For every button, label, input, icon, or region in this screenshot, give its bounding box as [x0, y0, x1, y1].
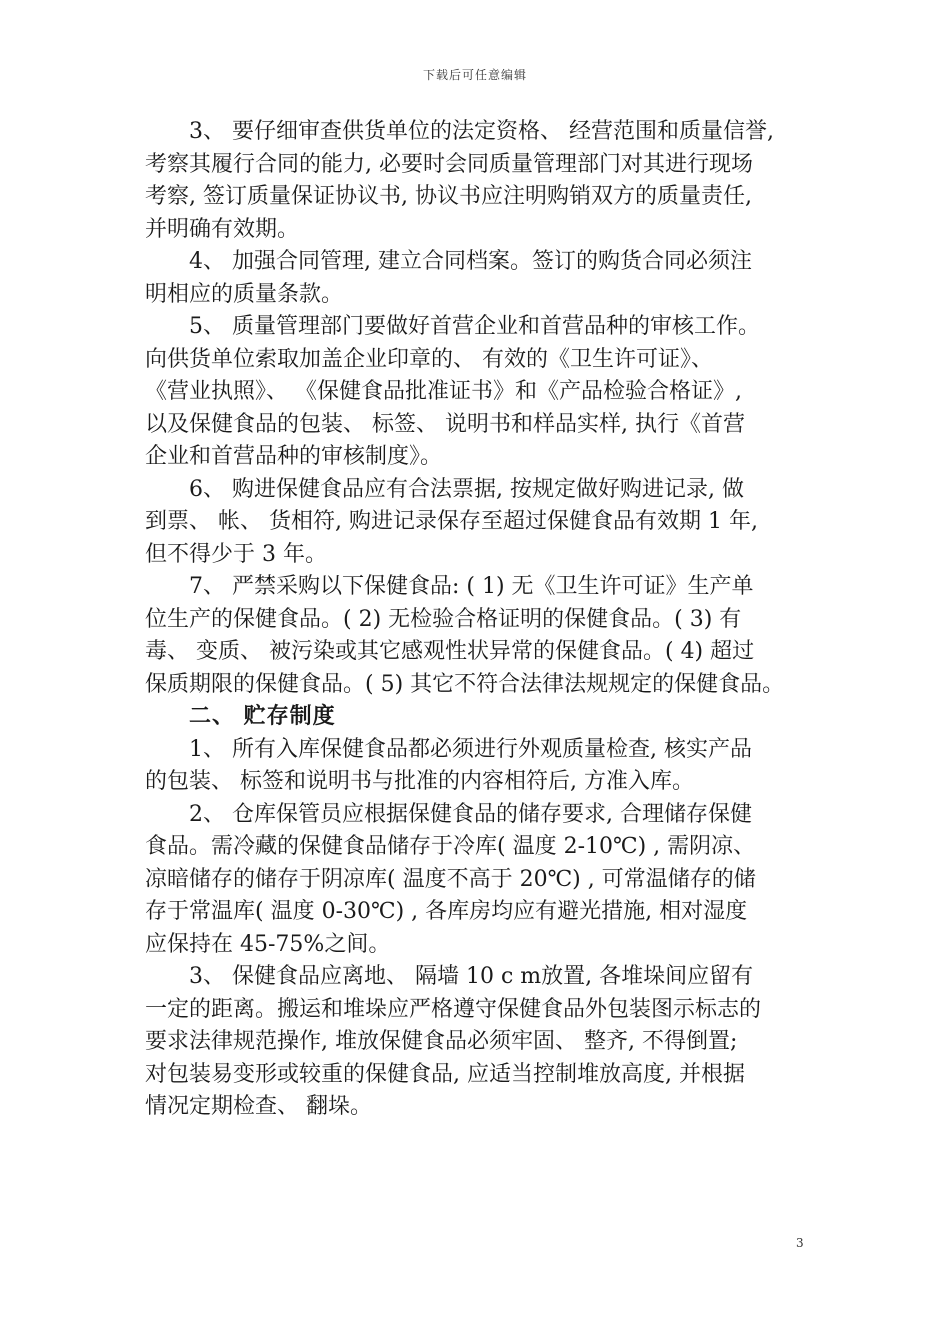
text-line: 4、 加强合同管理, 建立合同档案。签订的购货合同必须注 [189, 249, 752, 274]
text-line: 要求法律规范操作, 堆放保健食品必须牢固、 整齐, 不得倒置; [145, 1029, 738, 1054]
text-line: 位生产的保健食品。( 2) 无检验合格证明的保健食品。( 3) 有 [145, 606, 742, 632]
text-line: 3、 保健食品应离地、 隔墙 10 c m放置, 各堆垛间应留有 [189, 964, 754, 989]
text-line: 应保持在 45-75%之间。 [145, 931, 391, 957]
page-number: 3 [796, 1236, 804, 1250]
text-line: 凉暗储存的储存于阴凉库( 温度不高于 20℃) , 可常温储存的储 [145, 866, 756, 892]
text-line: 对包装易变形或较重的保健食品, 应适当控制堆放高度, 并根据 [145, 1061, 745, 1087]
text-line: 企业和首营品种的审核制度》。 [145, 444, 443, 469]
text-line: 5、 质量管理部门要做好首营企业和首营品种的审核工作。 [189, 314, 760, 339]
text-line: 3、 要仔细审查供货单位的法定资格、 经营范围和质量信誉, [189, 119, 774, 144]
text-line: 到票、 帐、 货相符, 购进记录保存至超过保健食品有效期 1 年, [145, 509, 758, 534]
text-line: 的包装、 标签和说明书与批准的内容相符后, 方准入库。 [145, 769, 694, 794]
text-line: 食品。需冷藏的保健食品储存于冷库( 温度 2-10℃) , 需阴凉、 [145, 834, 756, 859]
text-line: 《营业执照》、 《保健食品批准证书》和《产品检验合格证》, [145, 379, 742, 404]
text-line: 但不得少于 3 年。 [145, 541, 327, 567]
text-line: 毒、 变质、 被污染或其它感观性状异常的保健食品。( 4) 超过 [145, 639, 755, 664]
text-line: 一定的距离。搬运和堆垛应严格遵守保健食品外包装图示标志的 [145, 996, 762, 1022]
text-line: 7、 严禁采购以下保健食品: ( 1) 无《卫生许可证》生产单 [189, 574, 754, 599]
text-line: 情况定期检查、 翻垛。 [145, 1094, 372, 1119]
text-line: 存于常温库( 温度 0-30℃) , 各库房均应有避光措施, 相对湿度 [145, 899, 748, 924]
text-line: 6、 购进保健食品应有合法票据, 按规定做好购进记录, 做 [189, 476, 744, 502]
text-line: 1、 所有入库保健食品都必须进行外观质量检查, 核实产品 [189, 736, 752, 762]
text-line: 考察, 签订质量保证协议书, 协议书应注明购销双方的质量责任, [145, 184, 752, 209]
text-line: 2、 仓库保管员应根据保健食品的储存要求, 合理储存保健 [189, 801, 752, 827]
page-header: 下载后可任意编辑 [422, 68, 527, 82]
text-line: 向供货单位索取加盖企业印章的、 有效的《卫生许可证》、 [145, 346, 713, 372]
text-line: 保质期限的保健食品。( 5) 其它不符合法律法规规定的保健食品。 [145, 671, 785, 697]
text-line: 明相应的质量条款。 [145, 281, 344, 307]
text-line: 考察其履行合同的能力, 必要时会同质量管理部门对其进行现场 [145, 151, 753, 177]
text-line: 并明确有效期。 [145, 216, 300, 242]
document-body [145, 116, 815, 1124]
section-heading: 二、 贮存制度 [189, 704, 336, 729]
text-line: 以及保健食品的包装、 标签、 说明书和样品实样, 执行《首营 [145, 411, 745, 437]
